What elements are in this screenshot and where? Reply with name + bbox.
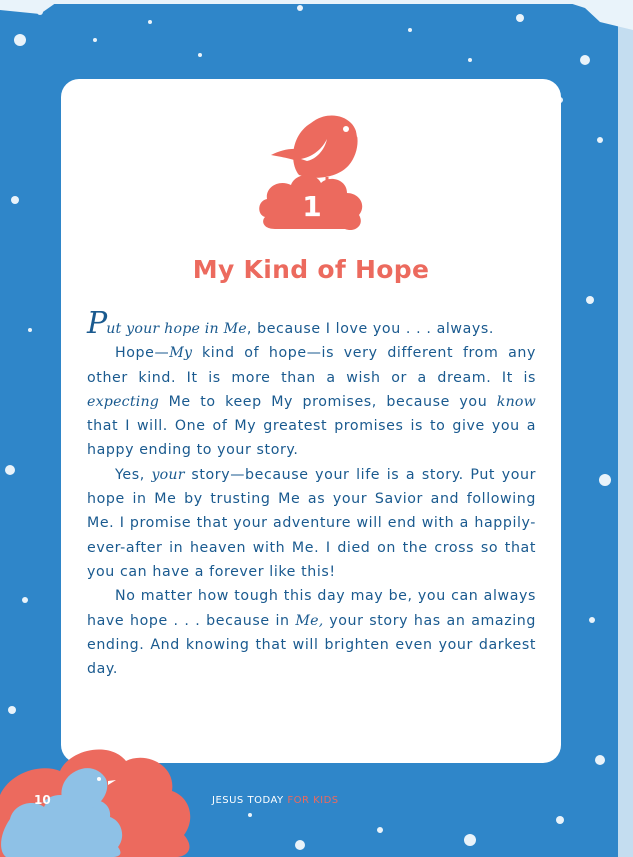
book-title-accent: FOR KIDS — [287, 795, 339, 806]
running-footer — [212, 795, 339, 806]
paragraph-4 — [87, 584, 536, 681]
text-run: Hope— — [115, 345, 170, 362]
text-run: kind of hope—is very different from any other kind. It is more than a wish or a dream. It is — [87, 345, 536, 386]
paragraph-3 — [87, 463, 536, 584]
chapter-number: 1 — [302, 190, 322, 223]
paragraph-1 — [87, 306, 536, 341]
text-run: Yes, — [115, 466, 152, 483]
text-run: No matter how tough this day may be, you can always have hope . . . because in — [87, 588, 536, 629]
drop-cap: P — [87, 306, 107, 341]
text-run: , because I love you . . . always. — [246, 321, 494, 337]
devotional-body — [87, 306, 537, 681]
italic-phrase: ut your hope in Me — [106, 321, 247, 337]
italic-word: know — [496, 393, 536, 410]
italic-word: your — [151, 466, 185, 483]
paragraph-2 — [87, 341, 536, 462]
text-run: Me to keep My promises, because you — [159, 393, 497, 410]
chapter-title: My Kind of Hope — [192, 255, 430, 284]
page-number: 10 — [34, 793, 51, 807]
book-title: JESUS TODAY — [212, 795, 284, 806]
text-run: story—because your life is a story. Put your hope in Me by trusting Me as your Savior and following Me. I promise that your adventure will end with a happily-ever-after in heaven with Me. I died on the cross so that you can have a forever like this! — [87, 466, 537, 580]
text-run: your story has an amazing ending. And knowing that will brighten even your darkest day. — [87, 612, 536, 678]
corner-bird-cloud-icon — [0, 745, 200, 857]
text-run: that I will. One of My greatest promises is to give you a happy ending to your story. — [87, 418, 536, 459]
italic-word: My — [169, 345, 193, 362]
italic-word: expecting — [87, 393, 160, 410]
italic-word: Me, — [295, 612, 324, 629]
